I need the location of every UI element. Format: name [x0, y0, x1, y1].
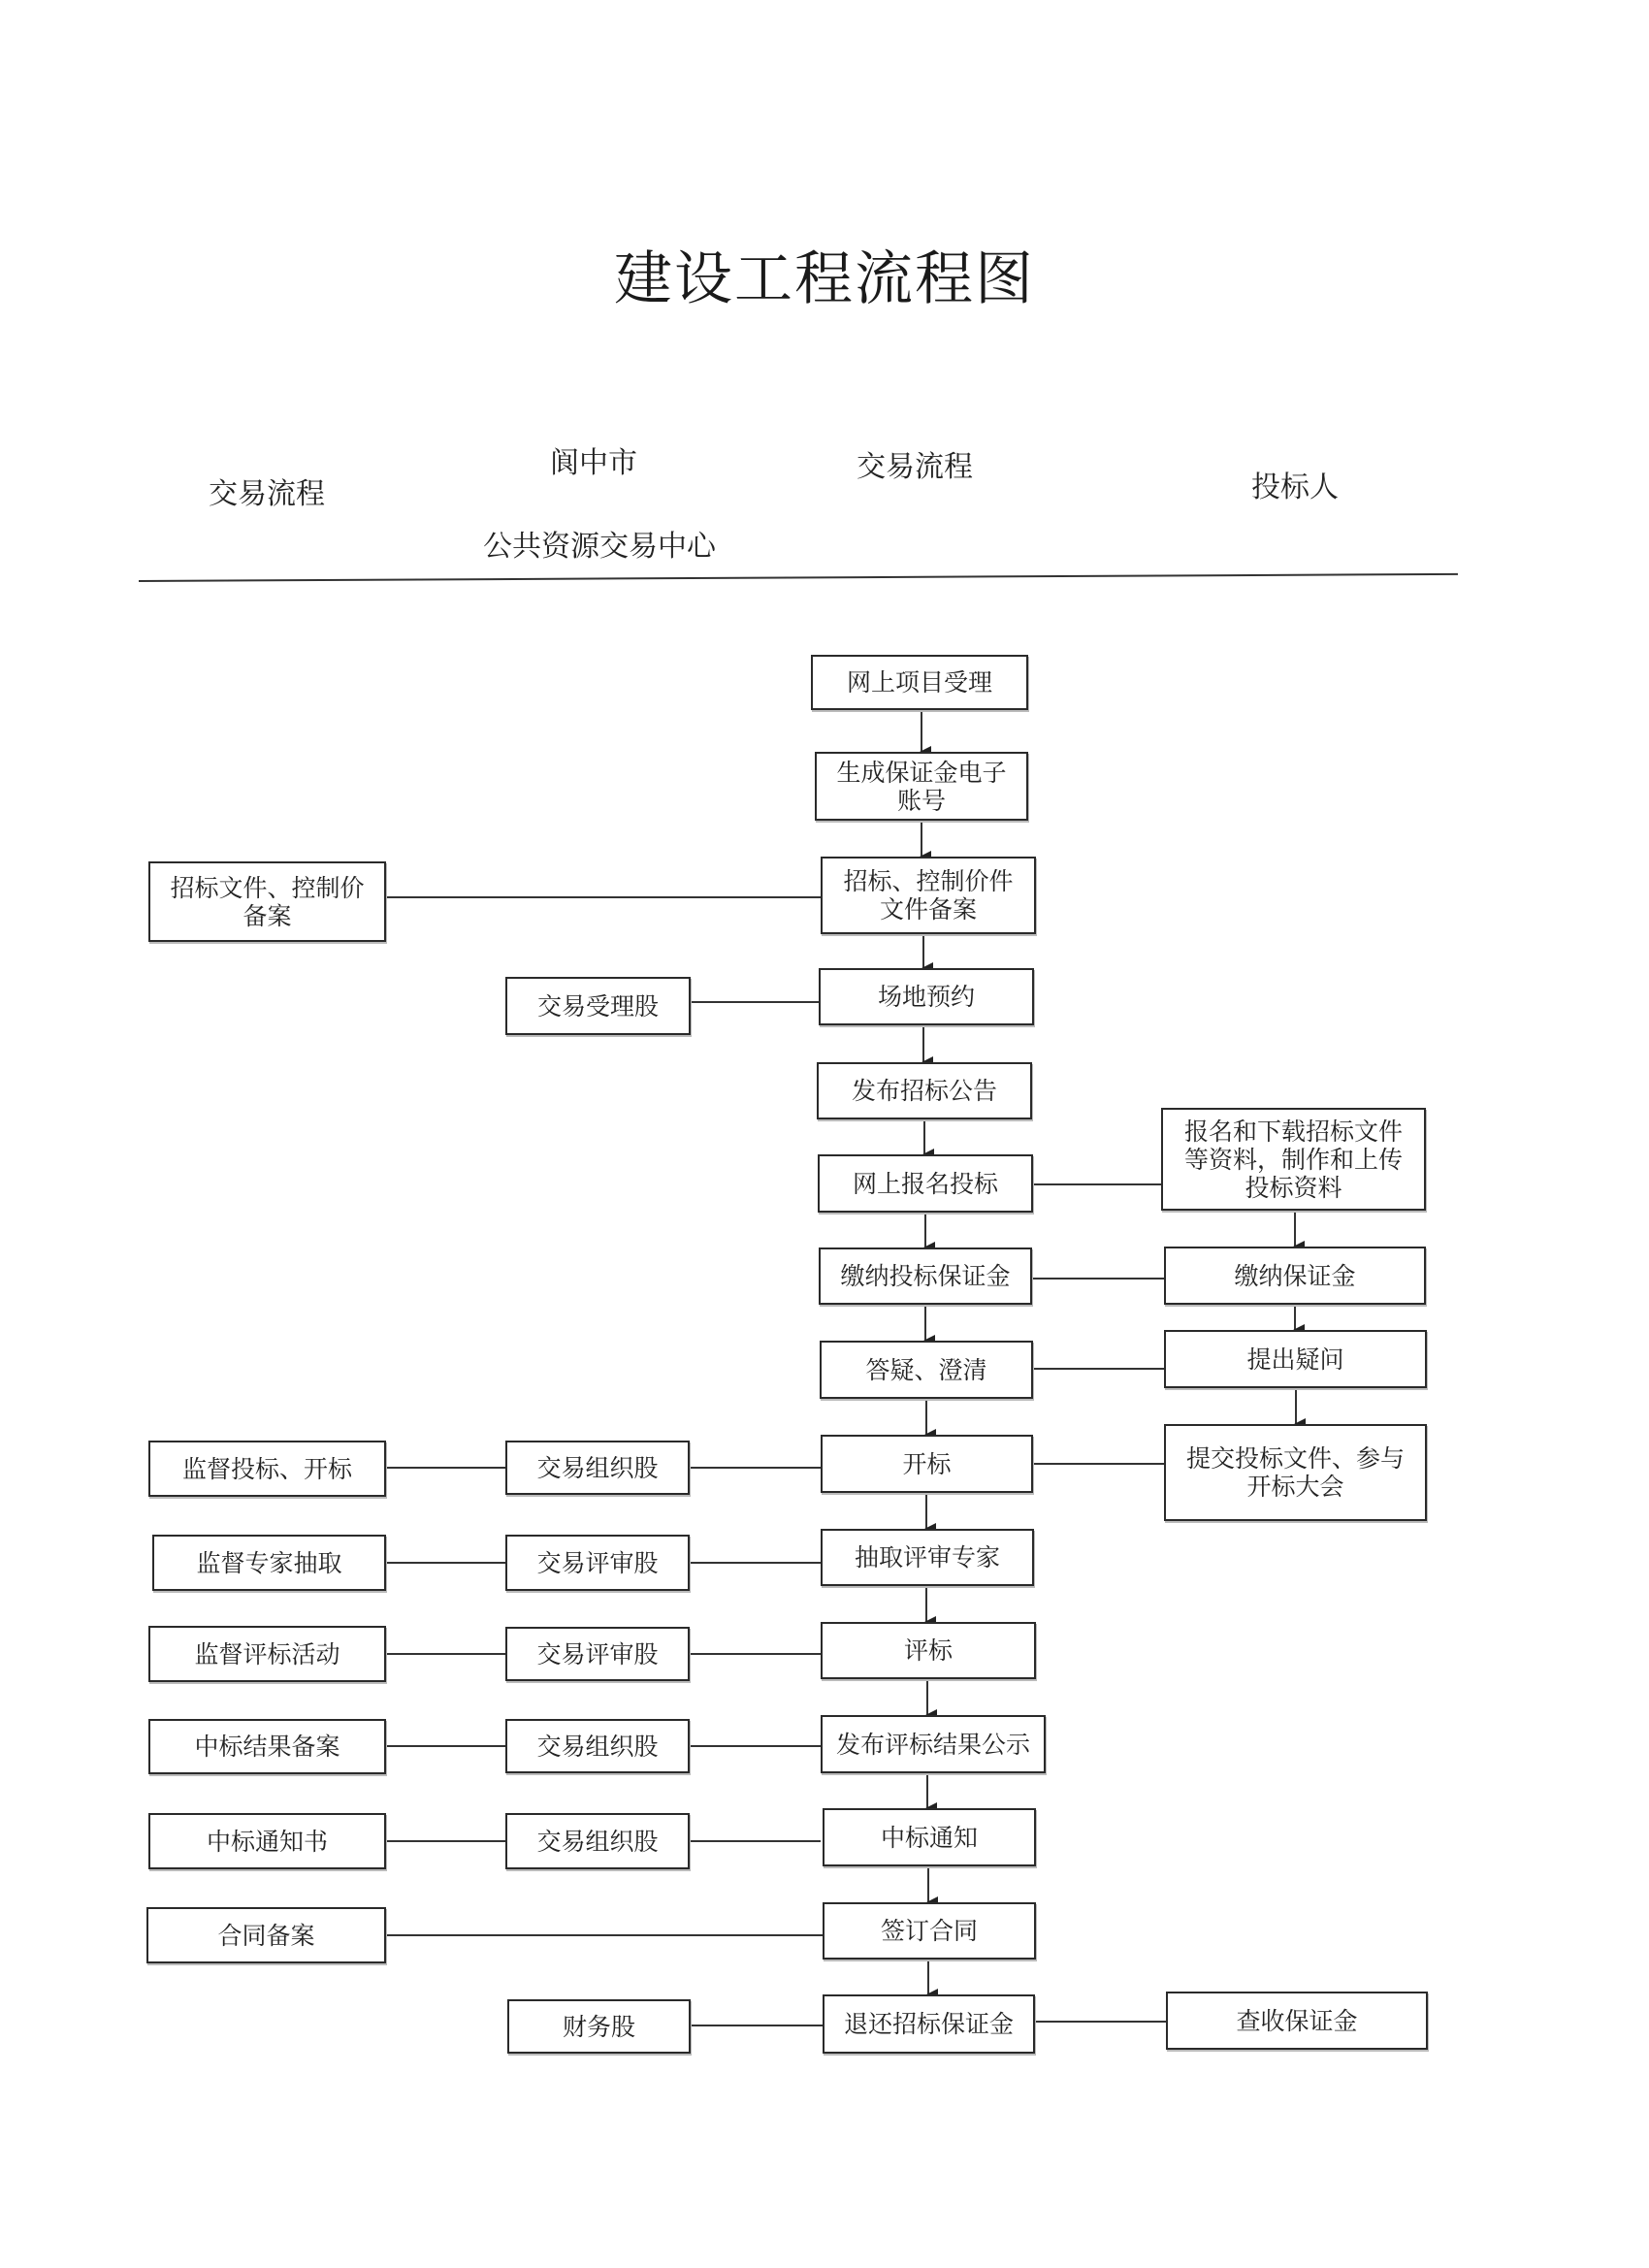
center-step-6: 网上报名投标 — [818, 1154, 1033, 1213]
left-step-2: 监督投标、开标 — [148, 1441, 386, 1497]
right-step-5: 查收保证金 — [1166, 1992, 1428, 2050]
left-step-7: 合同备案 — [146, 1907, 386, 1963]
center-step-9: 开标 — [821, 1435, 1033, 1493]
mid-left-step-5: 交易组织股 — [505, 1719, 690, 1773]
right-step-2: 缴纳保证金 — [1164, 1247, 1426, 1305]
mid-left-step-4: 交易评审股 — [505, 1627, 690, 1681]
header-left: 交易流程 — [209, 477, 325, 511]
mid-left-step-3: 交易评审股 — [505, 1535, 690, 1591]
center-step-15: 退还招标保证金 — [823, 1994, 1035, 2054]
left-step-6: 中标通知书 — [148, 1813, 386, 1869]
mid-left-step-2: 交易组织股 — [505, 1441, 690, 1495]
center-step-3: 招标、控制价件 文件备案 — [821, 857, 1036, 934]
right-step-3: 提出疑问 — [1164, 1330, 1427, 1388]
center-step-1: 网上项目受理 — [811, 655, 1028, 710]
center-step-4: 场地预约 — [819, 968, 1034, 1025]
header-right: 投标人 — [1251, 470, 1339, 504]
header-center-right: 交易流程 — [857, 450, 973, 484]
left-step-5: 中标结果备案 — [148, 1719, 386, 1774]
mid-left-step-1: 交易受理股 — [505, 977, 691, 1035]
left-step-1: 招标文件、控制价 备案 — [148, 861, 386, 942]
header-center-line2: 公共资源交易中心 — [483, 530, 716, 564]
mid-left-step-6: 交易组织股 — [505, 1813, 690, 1869]
center-step-8: 答疑、澄清 — [820, 1341, 1033, 1399]
center-step-14: 签订合同 — [823, 1902, 1036, 1960]
center-step-2: 生成保证金电子 账号 — [815, 752, 1028, 821]
center-step-11: 评标 — [821, 1622, 1036, 1679]
right-step-1: 报名和下载招标文件 等资料，制作和上传 投标资料 — [1161, 1108, 1426, 1211]
center-step-12: 发布评标结果公示 — [821, 1715, 1046, 1773]
center-step-13: 中标通知 — [823, 1808, 1036, 1866]
header-center-line1: 阆中市 — [550, 446, 637, 480]
right-step-4: 提交投标文件、参与 开标大会 — [1164, 1424, 1427, 1521]
left-step-4: 监督评标活动 — [148, 1626, 386, 1682]
center-step-7: 缴纳投标保证金 — [819, 1247, 1032, 1305]
center-step-10: 抽取评审专家 — [821, 1529, 1034, 1586]
mid-left-step-7: 财务股 — [507, 1999, 691, 2054]
page-title: 建设工程流程图 — [614, 245, 1035, 313]
left-step-3: 监督专家抽取 — [152, 1535, 386, 1591]
center-step-5: 发布招标公告 — [817, 1062, 1032, 1119]
